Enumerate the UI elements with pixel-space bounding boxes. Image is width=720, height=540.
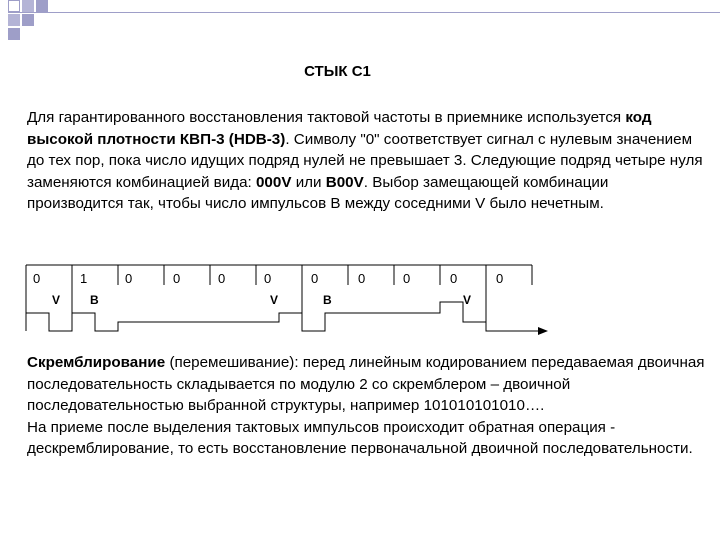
bit-label: 1	[80, 271, 88, 286]
bit-label: 0	[311, 271, 319, 286]
paragraph-text: На приеме после выделения тактовых импульсов происходит обратная операция - дескремблирование, то есть восстановление первоначальной двоичной последовательности.	[27, 418, 693, 458]
bit-label: 0	[125, 271, 133, 286]
paragraph-text: или	[291, 173, 326, 191]
bit-label: 0	[33, 271, 41, 286]
pulse-marker: V	[463, 293, 472, 307]
page-title: СТЫК С1	[304, 63, 371, 80]
paragraph-text: . Выбор замещающей комбинации производится так, чтобы число импульсов B между соседними V было нечетным.	[27, 173, 609, 213]
bit-label: 0	[173, 271, 181, 286]
bit-label: 0	[358, 271, 366, 286]
bit-label: 0	[450, 271, 458, 286]
pulse-marker: V	[52, 293, 61, 307]
paragraph-bold-text: Скремблирование	[27, 354, 166, 371]
paragraph-text: . Символу "0" соответствует сигнал с нулевым значением до тех пор, пока число идущих подряд нулей не превышает 3. Следующие подряд четыре нуля заменяются комбинацией вида:	[27, 130, 703, 191]
time-axis-arrowhead	[538, 327, 548, 335]
bit-label: 0	[264, 271, 272, 286]
signal-waveform	[26, 302, 538, 331]
bit-label: 0	[403, 271, 411, 286]
pulse-marker: B	[323, 293, 332, 307]
paragraph-text: (перемешивание): перед линейным кодированием передаваемая двоичная последовательность складывается по модулю 2 со скремблером – двоичной последовательностью выбранной структуры, например 101010101010….	[27, 354, 705, 415]
pulse-marker: V	[270, 293, 279, 307]
bit-label: 0	[496, 271, 504, 286]
paragraph-bold-text: код высокой плотности КВП-3 (HDB-3)	[27, 109, 652, 148]
scrambling-paragraph	[27, 352, 707, 460]
bit-label: 0	[218, 271, 226, 286]
paragraph-text: Для гарантированного восстановления тактовой частоты в приемнике используется	[27, 109, 626, 126]
pulse-marker: B	[90, 293, 99, 307]
paragraph-bold-text: 000V	[255, 173, 292, 191]
paragraph-bold-text: B00V	[325, 173, 364, 191]
